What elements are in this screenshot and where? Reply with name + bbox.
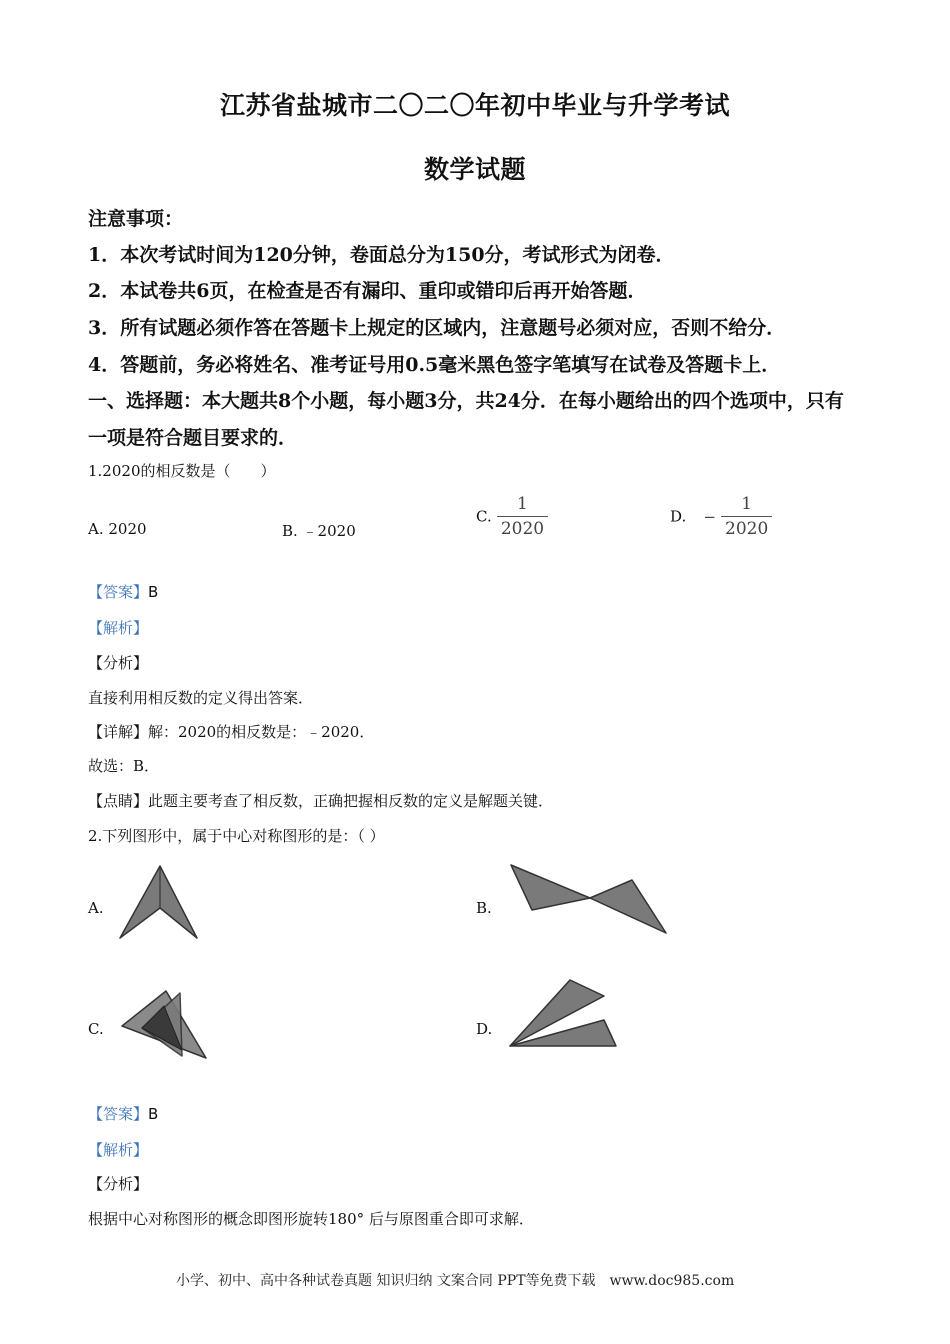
q1-jiexi-tag: 【解析】 <box>88 619 149 637</box>
q1-option-c <box>476 494 548 539</box>
q1-stem: 1.2020的相反数是（ ） <box>88 462 276 480</box>
answer-value: B <box>148 583 159 601</box>
q1-xiangjie: 【详解】解：2020的相反数是：﹣2020． <box>88 723 375 741</box>
notice-item: 4．答题前，务必将姓名、准考证号用0.5毫米黑色签字笔填写在试卷及答题卡上． <box>88 354 781 376</box>
q1-option-c-label: C. <box>476 507 492 526</box>
q2-fenxi-tag: 【分析】 <box>88 1175 149 1193</box>
minus-sign: − <box>703 507 716 526</box>
fraction-denominator: 2020 <box>721 516 772 539</box>
fraction-numerator: 1 <box>741 494 753 514</box>
q1-option-a: A. 2020 <box>88 520 147 538</box>
q1-option-b: B. ﹣2020 <box>282 522 356 540</box>
section-heading-line2: 一项是符合题目要求的． <box>88 427 298 449</box>
page-title: 江苏省盐城市二〇二〇年初中毕业与升学考试 <box>220 91 731 120</box>
page-subtitle: 数学试题 <box>424 155 527 184</box>
q2-option-c-figure <box>120 988 208 1060</box>
q2-answer <box>88 1103 158 1124</box>
notice-item: 1．本次考试时间为120分钟，卷面总分为150分，考试形式为闭卷． <box>88 244 675 266</box>
q2-option-d-label: D. <box>476 1020 493 1038</box>
q1-option-d <box>670 494 772 539</box>
q1-dianjing: 【点睛】此题主要考查了相反数，正确把握相反数的定义是解题关键． <box>88 792 554 810</box>
q1-fenxi-tag: 【分析】 <box>88 654 149 672</box>
q1-fenxi: 直接利用相反数的定义得出答案． <box>88 689 314 707</box>
fraction-numerator: 1 <box>517 494 528 514</box>
q2-option-b-label: B. <box>476 899 492 917</box>
fraction-denominator: 2020 <box>497 516 548 539</box>
q2-option-a-label: A. <box>88 899 104 917</box>
q1-option-d-label: D. <box>670 507 687 526</box>
answer-value: B <box>148 1105 159 1123</box>
q1-answer <box>88 581 158 602</box>
notice-heading: 注意事项： <box>88 208 184 230</box>
notice-item: 3．所有试题必须作答在答题卡上规定的区域内，注意题号必须对应，否则不给分． <box>88 317 786 339</box>
answer-tag: 【答案】 <box>88 583 149 601</box>
fraction <box>721 494 772 539</box>
section-heading-line1: 一、选择题：本大题共8个小题，每小题3分，共24分．在每小题给出的四个选项中，只有 <box>88 390 844 412</box>
q2-jiexi-tag: 【解析】 <box>88 1141 149 1159</box>
q2-option-b-figure <box>508 862 670 936</box>
fraction <box>497 494 548 539</box>
q2-stem: 2.下列图形中，属于中心对称图形的是：（ ） <box>88 827 385 845</box>
notice-item: 2．本试卷共6页，在检查是否有漏印、重印或错印后再开始答题． <box>88 280 647 302</box>
page-footer: 小学、初中、高中各种试卷真题 知识归纳 文案合同 PPT等免费下载 www.doc985.com <box>176 1273 735 1289</box>
answer-tag: 【答案】 <box>88 1105 149 1123</box>
q1-guxuan: 故选：B． <box>88 757 160 775</box>
q2-fenxi: 根据中心对称图形的概念即图形旋转180° 后与原图重合即可求解． <box>88 1210 534 1228</box>
q2-option-d-figure <box>506 978 618 1050</box>
q2-option-c-label: C. <box>88 1020 104 1038</box>
q2-option-a-figure <box>118 864 200 942</box>
